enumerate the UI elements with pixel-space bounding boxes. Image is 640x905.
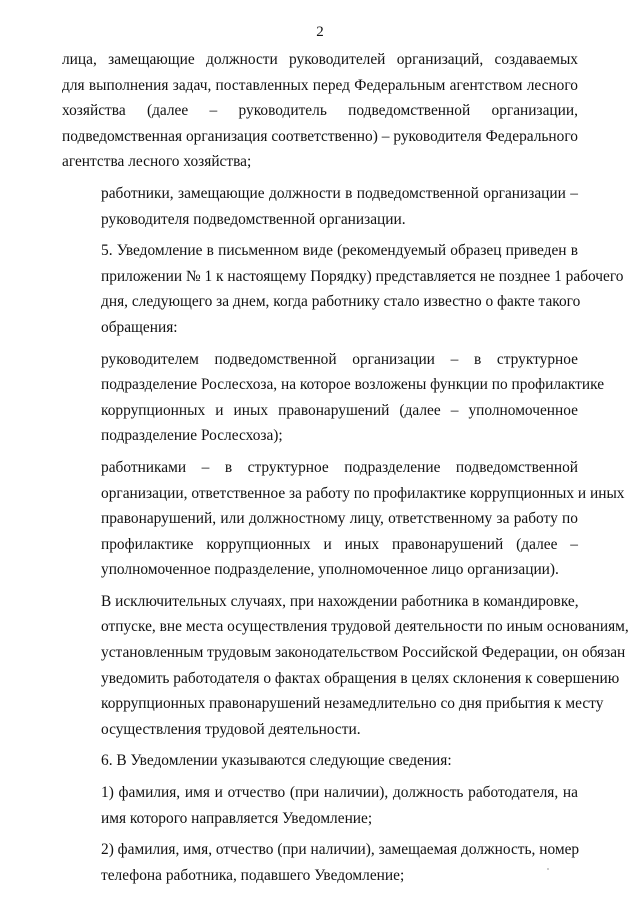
document-body bbox=[62, 47, 629, 888]
text-line: коррупционных и иных правонарушений (далее – уполномоченное bbox=[101, 401, 578, 419]
text-line: приложении № 1 к настоящему Порядку) представляется не позднее 1 рабочего bbox=[101, 267, 624, 285]
text-line: организации, ответственное за работу по профилактике коррупционных и иных bbox=[101, 484, 625, 502]
text-line: работниками – в структурное подразделение подведомственной bbox=[101, 458, 578, 476]
text-line: дня, следующего за днем, когда работнику стало известно о факте такого bbox=[101, 293, 581, 311]
text-line: руководителя подведомственной организации. bbox=[101, 210, 406, 228]
text-line: хозяйства (далее – руководитель подведомственной организации, bbox=[62, 102, 578, 120]
text-line: коррупционных правонарушений незамедлительно со дня прибытия к месту bbox=[101, 695, 604, 713]
text-line: 6. В Уведомлении указываются следующие сведения: bbox=[101, 752, 452, 770]
text-line: руководителем подведомственной организации – в структурное bbox=[101, 350, 578, 368]
paragraph-exceptional-cases bbox=[62, 589, 629, 743]
text-line: подразделение Рослесхоза); bbox=[101, 427, 283, 445]
text-line: агентства лесного хозяйства; bbox=[62, 153, 252, 171]
text-line: 1) фамилия, имя и отчество (при наличии), должность работодателя, на bbox=[101, 784, 578, 802]
text-line: установленным трудовым законодательством Российской Федерации, он обязан bbox=[101, 644, 626, 662]
text-line: имя которого направляется Уведомление; bbox=[101, 809, 373, 827]
text-line: осуществления трудовой деятельности. bbox=[101, 720, 361, 738]
text-line: лица, замещающие должности руководителей организаций, создаваемых bbox=[62, 51, 578, 68]
text-line: уведомить работодателя о фактах обращения в целях склонения к совершению bbox=[101, 669, 620, 687]
text-line: 2) фамилия, имя, отчество (при наличии), замещаемая должность, номер bbox=[101, 841, 580, 859]
scan-speck bbox=[547, 868, 549, 870]
text-line: 5. Уведомление в письменном виде (рекомендуемый образец приведен в bbox=[101, 242, 578, 260]
text-line: для выполнения задач, поставленных перед Федеральным агентством лесного bbox=[62, 76, 578, 94]
paragraph-employees-list-item bbox=[62, 181, 578, 232]
text-line: подразделение Рослесхоза, на которое возложены функции по профилактике bbox=[101, 376, 605, 394]
paragraph-section-6 bbox=[62, 748, 578, 774]
text-line: В исключительных случаях, при нахождении работника в командировке, bbox=[101, 592, 579, 610]
text-line: уполномоченное подразделение, уполномоченное лицо организации). bbox=[101, 561, 559, 579]
text-line: профилактике коррупционных и иных правонарушений (далее – bbox=[101, 535, 578, 553]
text-line: телефона работника, подавшего Уведомление; bbox=[101, 866, 405, 884]
paragraph-section-5 bbox=[62, 238, 624, 340]
paragraph-employees-report-to bbox=[62, 455, 625, 583]
text-line: отпуске, вне места осуществления трудовой деятельности по иным основаниям, bbox=[101, 618, 629, 636]
text-line: подведомственная организация соответственно) – руководителя Федерального bbox=[62, 127, 578, 145]
text-line: работники, замещающие должности в подведомственной организации – bbox=[101, 184, 578, 202]
text-line: обращения: bbox=[101, 318, 178, 336]
text-line: правонарушений, или должностному лицу, ответственному за работу по bbox=[101, 510, 578, 528]
page-number: 2 bbox=[316, 24, 324, 40]
paragraph-officials-list-item bbox=[62, 47, 578, 175]
paragraph-item-2 bbox=[62, 837, 578, 888]
paragraph-head-reports-to bbox=[62, 347, 605, 449]
paragraph-item-1 bbox=[62, 780, 578, 831]
